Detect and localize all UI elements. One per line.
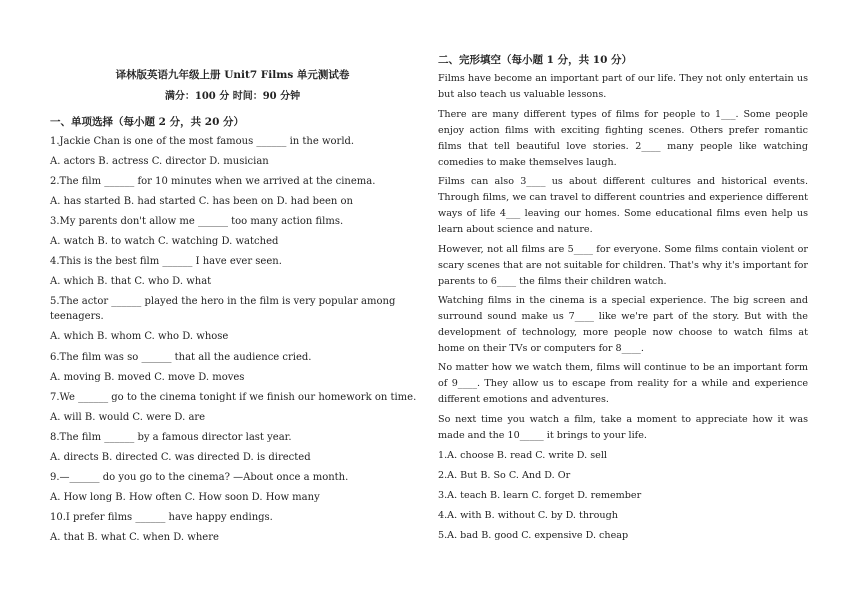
- question-options: A. will B. would C. were D. are: [50, 412, 206, 423]
- question-7: [50, 391, 415, 424]
- cloze-options-5: 5.A. bad B. good C. expensive D. cheap: [438, 530, 629, 541]
- question-text-continued: teenagers.: [50, 311, 104, 322]
- question-options: A. which B. whom C. who D. whose: [50, 331, 229, 342]
- question-options: A. How long B. How often C. How soon D. How many: [50, 492, 320, 503]
- cloze-paragraph-1: Films have become an important part of our life. They not only entertain us but also teach us valuable lessons.: [438, 73, 808, 100]
- question-9: [50, 471, 415, 504]
- question-options: A. moving B. moved C. move D. moves: [50, 372, 245, 383]
- question-8: [50, 431, 415, 464]
- question-options: A. actors B. actress C. director D. musician: [50, 156, 269, 167]
- cloze-paragraph-6: No matter how we watch them, films will continue to be an important form of 9____. They allow us to escape from reality for a while and experience different emotions and adventures.: [438, 362, 808, 405]
- score-time-line: 满分：100 分 时间：90 分钟: [164, 91, 301, 102]
- question-options: A. watch B. to watch C. watching D. watched: [50, 236, 279, 247]
- question-5: [50, 295, 415, 343]
- question-text: 8.The film ______ by a famous director last year.: [50, 432, 292, 443]
- question-options: A. has started B. had started C. has been on D. had been on: [50, 196, 353, 207]
- question-options: A. directs B. directed C. was directed D. is directed: [50, 452, 311, 463]
- question-1: [50, 135, 415, 168]
- question-6: [50, 351, 415, 384]
- question-text: 6.The film was so ______ that all the audience cried.: [50, 352, 312, 363]
- question-text: 10.I prefer films ______ have happy endings.: [50, 512, 273, 523]
- part1-heading: 一、单项选择（每小题 2 分，共 20 分）: [50, 116, 245, 128]
- question-text: 2.The film ______ for 10 minutes when we arrived at the cinema.: [50, 176, 376, 187]
- question-text: 5.The actor ______ played the hero in the film is very popular among: [50, 296, 396, 307]
- cloze-paragraph-7: So next time you watch a film, take a moment to appreciate how it was made and the 10_____ it brings to your life.: [438, 414, 808, 441]
- question-10: [50, 511, 415, 544]
- cloze-options-1: 1.A. choose B. read C. write D. sell: [438, 450, 607, 461]
- question-options: A. that B. what C. when D. where: [50, 532, 219, 543]
- question-options: A. which B. that C. who D. what: [50, 276, 212, 287]
- cloze-paragraph-3: Films can also 3____ us about different cultures and historical events. Through films, we can travel to different countries and experience different ways of life 4___ leaving our homes. Some educational films even help us learn about science and nature.: [438, 176, 808, 235]
- cloze-options-4: 4.A. with B. without C. by D. through: [438, 510, 618, 521]
- question-2: [50, 175, 415, 208]
- question-text: 9.—______ do you go to the cinema? —About once a month.: [50, 472, 349, 483]
- question-text: 4.This is the best film ______ I have ever seen.: [50, 256, 282, 267]
- cloze-paragraph-2: There are many different types of films for people to 1___. Some people enjoy action films with exciting fighting scenes. Others prefer romantic films that tell beautiful love stories. 2____ many people like watching comedies to make themselves laugh.: [438, 109, 808, 168]
- exam-title: 译林版英语九年级上册 Unit7 Films 单元测试卷: [115, 69, 350, 81]
- question-3: [50, 215, 415, 248]
- question-text: 7.We ______ go to the cinema tonight if we finish our homework on time.: [50, 392, 417, 403]
- part2-heading: 二、完形填空（每小题 1 分，共 10 分）: [438, 54, 633, 66]
- question-text: 3.My parents don't allow me ______ too many action films.: [50, 216, 344, 227]
- cloze-paragraph-4: However, not all films are 5____ for everyone. Some films contain violent or scary scenes that are not suitable for children. That's why it's important for parents to 6____ the films their children watch.: [438, 244, 808, 287]
- cloze-options-3: 3.A. teach B. learn C. forget D. remember: [438, 490, 642, 501]
- question-4: [50, 255, 415, 288]
- cloze-options-2: 2.A. But B. So C. And D. Or: [438, 470, 571, 481]
- cloze-paragraph-5: Watching films in the cinema is a special experience. The big screen and surround sound make us 7____ like we're part of the story. But with the development of technology, more people now choose to watch films at home on their TVs or computers for 8____.: [438, 295, 808, 354]
- question-text: 1.Jackie Chan is one of the most famous ______ in the world.: [50, 136, 355, 147]
